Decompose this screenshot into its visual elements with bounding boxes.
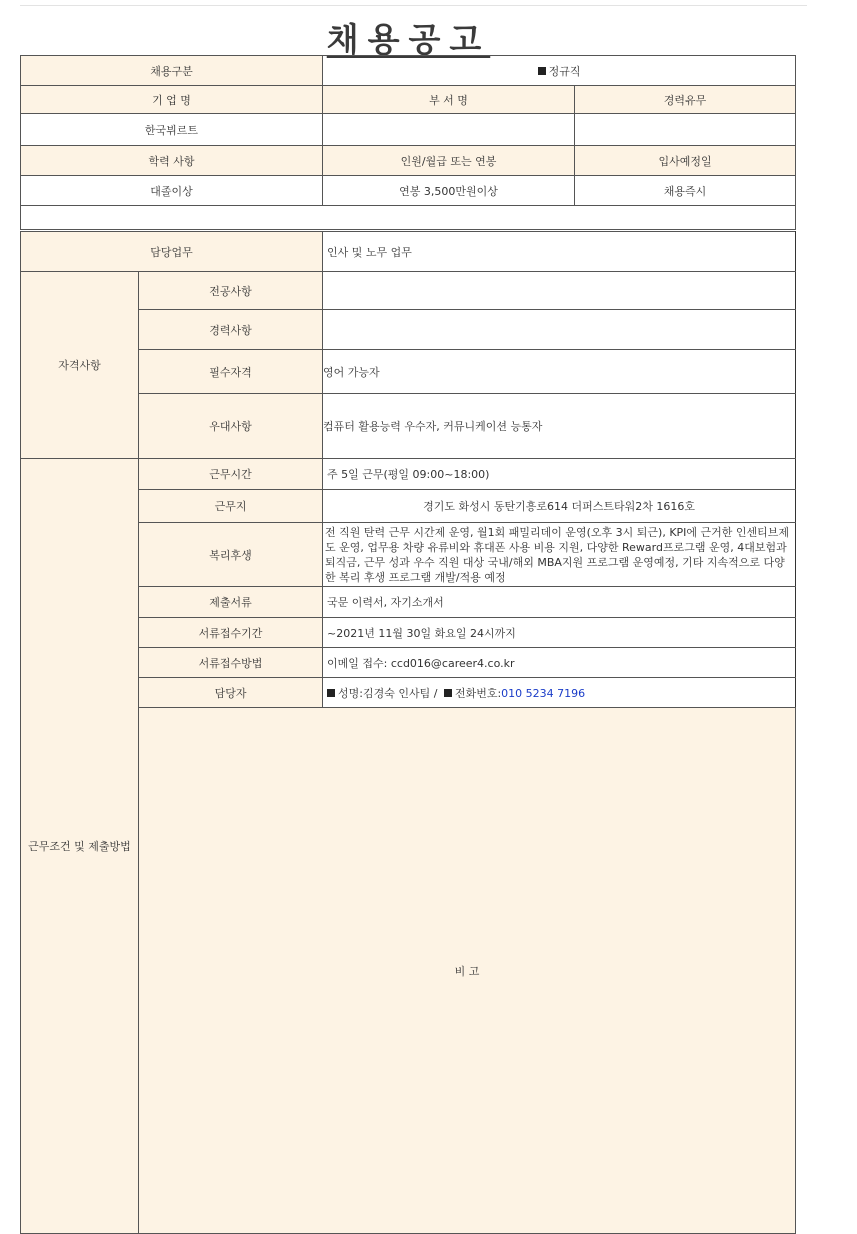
qual-group-label: 자격사항 (21, 272, 139, 459)
major-value (323, 272, 796, 310)
major-label: 전공사항 (139, 272, 323, 310)
duty-row (21, 232, 796, 272)
contact-value-cell (323, 678, 796, 708)
contact-name: 성명:김경숙 인사팀 / (338, 686, 438, 700)
top-divider (20, 5, 807, 6)
summary-table (20, 55, 796, 230)
period-label: 서류접수기간 (139, 618, 323, 648)
remarks-label: 비 고 (139, 708, 796, 1234)
exp-label: 경력사항 (139, 310, 323, 350)
edu-label: 학력 사항 (21, 146, 323, 176)
place-label: 근무지 (139, 490, 323, 523)
hours-label: 근무시간 (139, 459, 323, 490)
hours-row (21, 459, 796, 490)
required-value: 영어 가능자 (323, 350, 796, 394)
exp-value (323, 310, 796, 350)
type-value: 정규직 (548, 64, 581, 78)
hours-value: 주 5일 근무(평일 09:00~18:00) (323, 459, 796, 490)
salary-label: 인원/월급 또는 연봉 (323, 146, 575, 176)
type-label: 채용구분 (21, 56, 323, 86)
spacer-row (21, 206, 796, 230)
place-value: 경기도 화성시 동탄기흥로614 더퍼스트타워2차 1616호 (323, 490, 796, 523)
start-label: 입사예정일 (575, 146, 796, 176)
salary-value: 연봉 3,500만원이상 (323, 176, 575, 206)
method-label: 서류접수방법 (139, 648, 323, 678)
method-value: 이메일 접수: ccd016@career4.co.kr (323, 648, 796, 678)
welfare-label: 복리후생 (139, 523, 323, 587)
welfare-value: 전 직원 탄력 근무 시간제 운영, 월1회 패밀리데이 운영(오후 3시 퇴근), KPI에 근거한 인센티브제도 운영, 업무용 차량 유류비와 휴대폰 사용 비용 지원, 다양한 Reward프로그램 운영, 4대보험과 퇴직금, 근무 성과 우수 직원 대상 국내/해외 MBA지원 프로그램 운영예정, 기타 지속적으로 다양한 복리 후생 프로그램 개발/적용 예정 (323, 523, 796, 587)
details-table (20, 231, 796, 1234)
square-bullet-icon (538, 67, 546, 75)
pref-label: 우대사항 (139, 394, 323, 459)
docs-value: 국문 이력서, 자기소개서 (323, 587, 796, 618)
start-value: 채용즉시 (575, 176, 796, 206)
company-label: 기 업 명 (21, 86, 323, 114)
career-label: 경력유무 (575, 86, 796, 114)
dept-value (323, 114, 575, 146)
edu-value-row (21, 176, 796, 206)
required-label: 필수자격 (139, 350, 323, 394)
dept-label: 부 서 명 (323, 86, 575, 114)
type-value-cell (323, 56, 796, 86)
docs-label: 제출서류 (139, 587, 323, 618)
duty-label: 담당업무 (21, 232, 323, 272)
square-bullet-icon (327, 689, 335, 697)
cond-group-label: 근무조건 및 제출방법 (21, 459, 139, 1234)
company-value-row (21, 114, 796, 146)
spacer-cell (21, 206, 796, 230)
type-row (21, 56, 796, 86)
contact-phone: 010 5234 7196 (501, 686, 586, 700)
page-title: 채용공고 (326, 20, 491, 59)
company-header-row (21, 86, 796, 114)
company-value: 한국뷔르트 (21, 114, 323, 146)
contact-phone-label: 전화번호: (454, 686, 502, 700)
edu-value: 대졸이상 (21, 176, 323, 206)
major-row (21, 272, 796, 310)
career-value (575, 114, 796, 146)
pref-value: 컴퓨터 활용능력 우수자, 커뮤니케이션 능통자 (323, 394, 796, 459)
contact-label: 담당자 (139, 678, 323, 708)
duty-value: 인사 및 노무 업무 (323, 232, 796, 272)
square-bullet-icon (444, 689, 452, 697)
period-value: ~2021년 11월 30일 화요일 24시까지 (323, 618, 796, 648)
edu-header-row (21, 146, 796, 176)
